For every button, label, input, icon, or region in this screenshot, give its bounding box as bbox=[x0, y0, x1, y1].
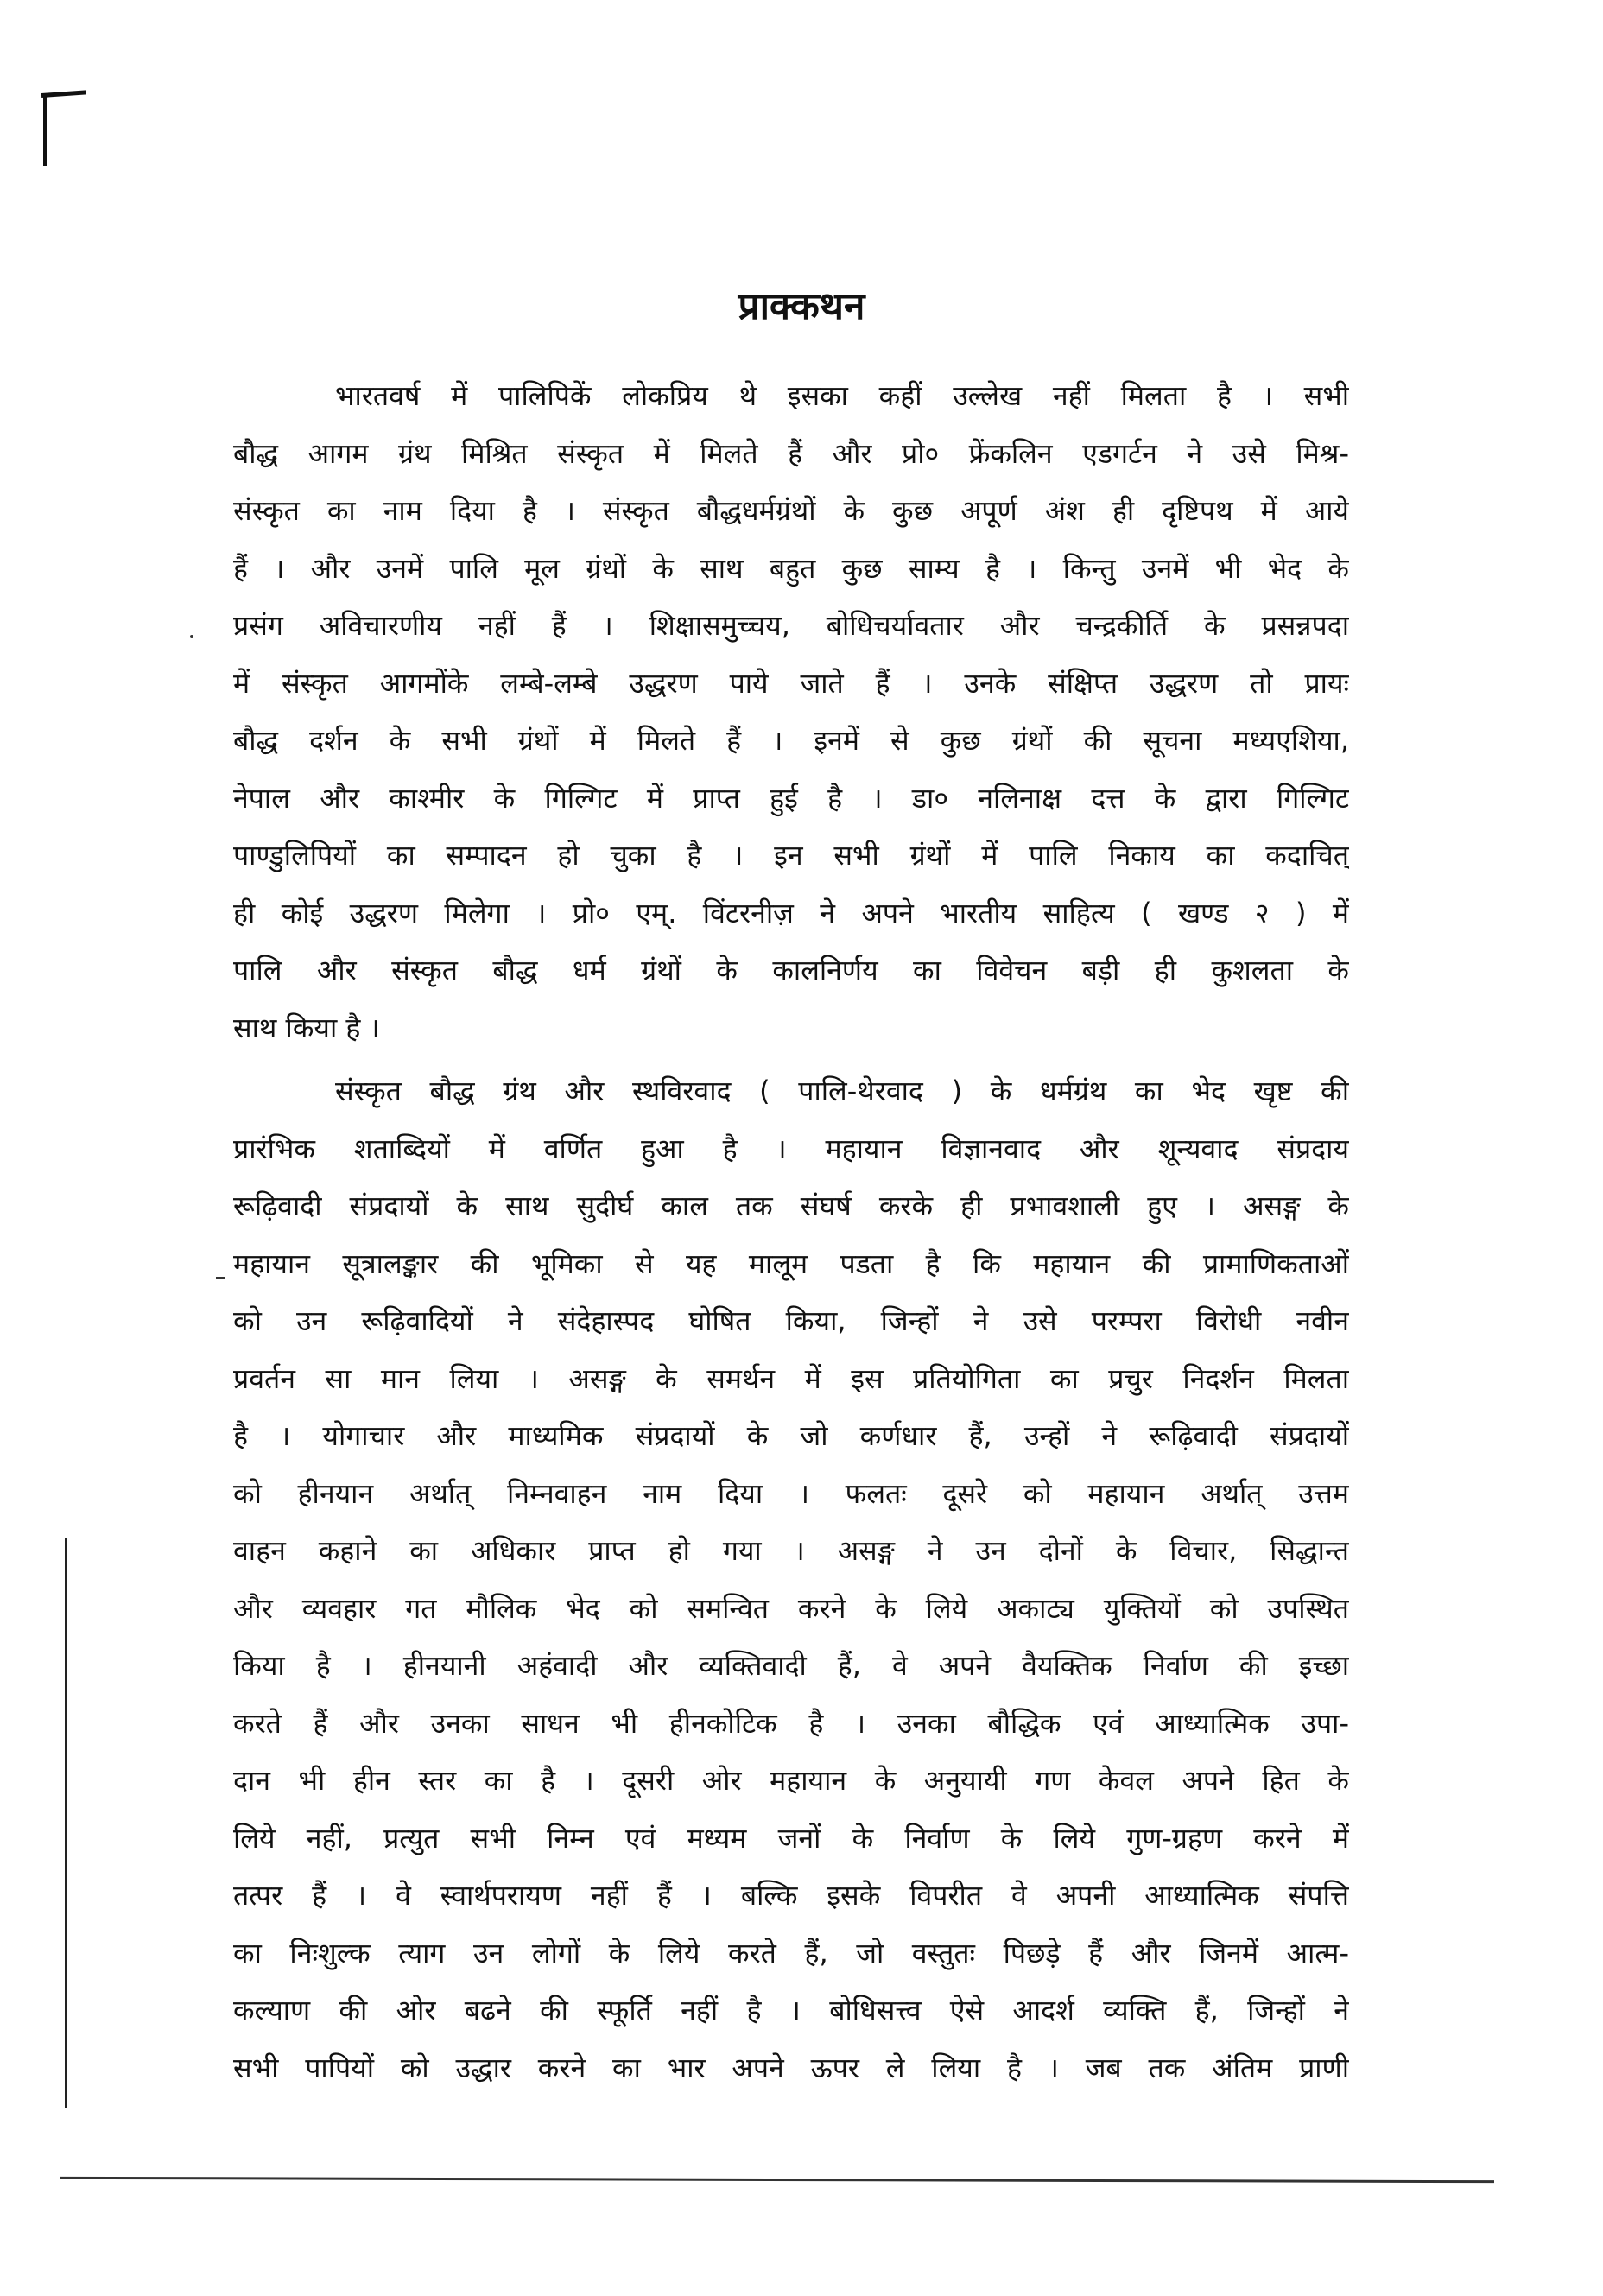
scan-dash bbox=[216, 1277, 225, 1279]
text-line: दान भी हीन स्तर का है । दूसरी ओर महायान के अनुयायी गण केवल अपने हित के bbox=[233, 1764, 1349, 1797]
paragraph-2 bbox=[233, 1062, 1349, 2096]
text-line: है । योगाचार और माध्यमिक संप्रदायों के जो कर्णधार हैं, उन्हों ने रूढ़िवादी संप्रदायों bbox=[233, 1419, 1349, 1452]
text-line: लिये नहीं, प्रत्युत सभी निम्न एवं मध्यम जनों के निर्वाण के लिये गुण-ग्रहण करने में bbox=[233, 1821, 1349, 1855]
text-line: साथ किया है । bbox=[233, 1011, 380, 1044]
text-line: रूढ़िवादी संप्रदायों के साथ सुदीर्घ काल तक संघर्ष करके ही प्रभावशाली हुए । असङ्ग के bbox=[233, 1189, 1349, 1222]
text-line: करते हैं और उनका साधन भी हीनकोटिक है । उनका बौद्धिक एवं आध्यात्मिक उपा- bbox=[233, 1706, 1349, 1740]
text-line: और व्यवहार गत मौलिक भेद को समन्वित करने के लिये अकाट्य युक्तियों को उपस्थित bbox=[233, 1591, 1349, 1625]
text-line: पाण्डुलिपियों का सम्पादन हो चुका है । इन सभी ग्रंथों में पालि निकाय का कदाचित् bbox=[233, 839, 1349, 872]
text-line: को हीनयान अर्थात् निम्नवाहन नाम दिया । फलतः दूसरे को महायान अर्थात् उत्तम bbox=[233, 1476, 1349, 1510]
text-line: सभी पापियों को उद्धार करने का भार अपने ऊपर ले लिया है । जब तक अंतिम प्राणी bbox=[233, 2051, 1349, 2084]
text-line: हैं । और उनमें पालि मूल ग्रंथों के साथ बहुत कुछ साम्य है । किन्तु उनमें भी भेद के bbox=[233, 551, 1349, 585]
scan-speck bbox=[190, 635, 193, 638]
text-line: का निःशुल्क त्याग उन लोगों के लिये करते हैं, जो वस्तुतः पिछड़े हैं और जिनमें आत्म- bbox=[233, 1936, 1349, 1969]
text-line: ही कोई उद्धरण मिलेगा । प्रो० एम्. विंटरनीज़ ने अपने भारतीय साहित्य ( खण्ड २ ) में bbox=[233, 896, 1349, 929]
text-line: पालि और संस्कृत बौद्ध धर्म ग्रंथों के कालनिर्णय का विवेचन बड़ी ही कुशलता के bbox=[233, 954, 1349, 986]
text-line: बौद्ध आगम ग्रंथ मिश्रित संस्कृत में मिलते हैं और प्रो० फ्रेंकलिन एडगर्टन ने उसे मिश्र- bbox=[233, 436, 1349, 470]
corner-crop-mark-vertical bbox=[43, 97, 47, 166]
text-line: भारतवर्ष में पालिपिकें लोकप्रिय थे इसका कहीं उल्लेख नहीं मिलता है । सभी bbox=[335, 379, 1349, 412]
text-line: नेपाल और काश्मीर के गिल्गिट में प्राप्त हुई है । डा० नलिनाक्ष दत्त के द्वारा गिल्गिट bbox=[233, 781, 1349, 815]
text-line: संस्कृत बौद्ध ग्रंथ और स्थविरवाद ( पालि-थेरवाद ) के धर्मग्रंथ का भेद खृष्ट की bbox=[335, 1075, 1349, 1107]
text-line: को उन रूढ़िवादियों ने संदेहास्पद घोषित किया, जिन्हों ने उसे परम्परा विरोधी नवीन bbox=[233, 1304, 1349, 1337]
text-line: प्रसंग अविचारणीय नहीं हैं । शिक्षासमुच्चय, बोधिचर्यावतार और चन्द्रकीर्ति के प्रसन्नपदा bbox=[233, 609, 1349, 642]
text-line: वाहन कहाने का अधिकार प्राप्त हो गया । असङ्ग ने उन दोनों के विचार, सिद्धान्त bbox=[233, 1534, 1349, 1567]
corner-crop-mark bbox=[41, 90, 86, 98]
text-line: महायान सूत्रालङ्कार की भूमिका से यह मालूम पडता है कि महायान की प्रामाणिकताओं bbox=[233, 1246, 1349, 1280]
text-line: संस्कृत का नाम दिया है । संस्कृत बौद्धधर्मग्रंथों के कुछ अपूर्ण अंश ही दृष्टिपथ में आये bbox=[233, 494, 1349, 527]
page-title: प्राक्कथन bbox=[738, 284, 865, 328]
bottom-edge-line bbox=[60, 2177, 1494, 2183]
binding-edge-line bbox=[65, 1538, 67, 2108]
text-line: कल्याण की ओर बढने की स्फूर्ति नहीं है । बोधिसत्त्व ऐसे आदर्श व्यक्ति हैं, जिन्हों ने bbox=[233, 1994, 1349, 2026]
text-line: किया है । हीनयानी अहंवादी और व्यक्तिवादी हैं, वे अपने वैयक्तिक निर्वाण की इच्छा bbox=[233, 1649, 1349, 1682]
text-line: प्रारंभिक शताब्दियों में वर्णित हुआ है । महायान विज्ञानवाद और शून्यवाद संप्रदाय bbox=[233, 1132, 1349, 1165]
text-line: बौद्ध दर्शन के सभी ग्रंथों में मिलते हैं । इनमें से कुछ ग्रंथों की सूचना मध्यएशिया, bbox=[233, 724, 1349, 757]
paragraph-1 bbox=[233, 367, 1349, 1056]
text-line: प्रवर्तन सा मान लिया । असङ्ग के समर्थन में इस प्रतियोगिता का प्रचुर निदर्शन मिलता bbox=[233, 1361, 1349, 1395]
text-line: तत्पर हैं । वे स्वार्थपरायण नहीं हैं । बल्कि इसके विपरीत वे अपनी आध्यात्मिक संपत्ति bbox=[233, 1879, 1349, 1912]
text-line: में संस्कृत आगमोंके लम्बे-लम्बे उद्धरण पाये जाते हैं । उनके संक्षिप्त उद्धरण तो प्रायः bbox=[233, 666, 1349, 700]
